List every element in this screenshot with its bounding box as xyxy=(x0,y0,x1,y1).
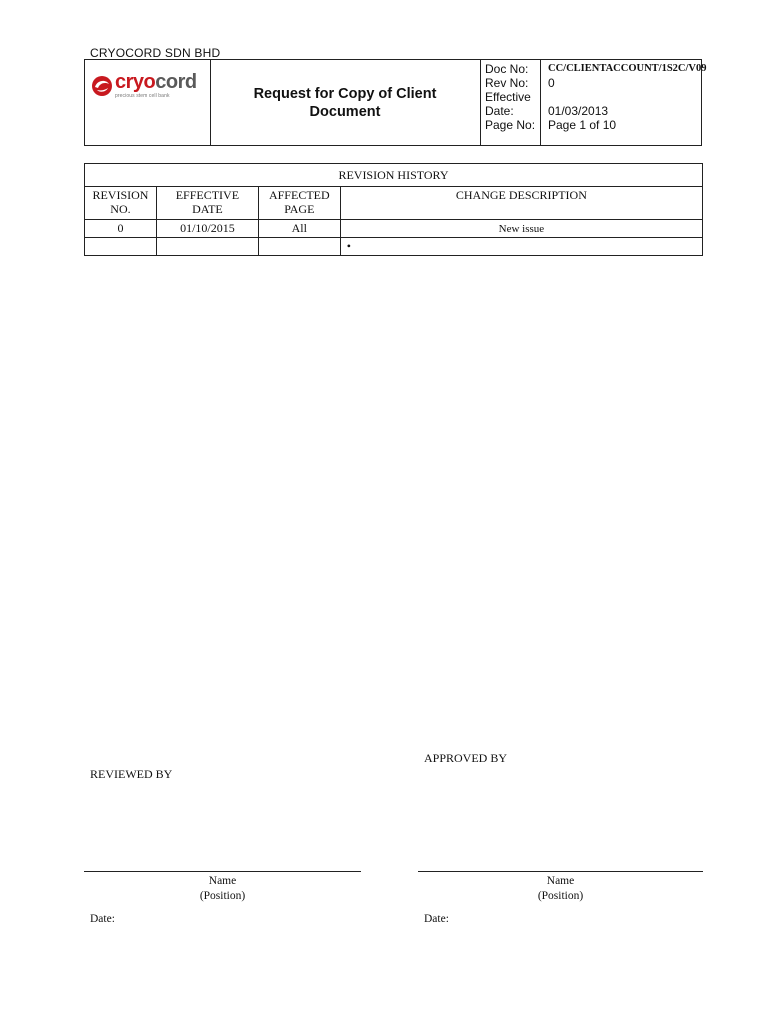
col-revision-l1: REVISION xyxy=(92,188,149,202)
revision-history-header-row xyxy=(85,187,703,220)
approver-date-label: Date: xyxy=(424,913,449,925)
col-revision-no xyxy=(85,187,157,220)
cell-empty xyxy=(258,238,340,256)
cell-change: New issue xyxy=(340,220,702,238)
date-label: Date: xyxy=(485,104,514,118)
title-line-2: Document xyxy=(309,103,381,120)
reviewer-name: Name xyxy=(208,875,237,887)
approver-signature-block xyxy=(418,874,703,904)
effective-date-value: 01/03/2013 xyxy=(548,104,609,118)
cell-effective-date: 01/10/2015 xyxy=(156,220,258,238)
page-no-value: Page 1 of 10 xyxy=(548,118,617,132)
approver-name: Name xyxy=(546,875,575,887)
reviewer-signature-line xyxy=(84,871,361,872)
table-row xyxy=(85,220,703,238)
header-labels xyxy=(485,62,539,132)
col-affected-l1: AFFECTED xyxy=(268,188,330,202)
revision-history-title: REVISION HISTORY xyxy=(85,164,703,187)
rev-no-value: 0 xyxy=(548,76,555,90)
col-revision-l2: NO. xyxy=(110,202,131,216)
bullet-item: • xyxy=(340,238,702,256)
table-row-empty xyxy=(85,238,703,256)
company-logo xyxy=(91,72,197,99)
logo-cell xyxy=(85,60,211,145)
cell-empty xyxy=(85,238,157,256)
header-divider xyxy=(540,60,541,145)
revision-history-table xyxy=(84,163,703,256)
logo-wordmark xyxy=(115,72,197,92)
reviewer-position: (Position) xyxy=(199,890,246,902)
approver-signature-line xyxy=(418,871,703,872)
cell-revision: 0 xyxy=(85,220,157,238)
approver-position: (Position) xyxy=(537,890,584,902)
header-values xyxy=(548,62,707,132)
col-affected-l2: PAGE xyxy=(284,202,315,216)
logo-tagline: precious stem cell bank xyxy=(115,93,170,99)
logo-text xyxy=(115,72,197,99)
document-header xyxy=(84,59,707,146)
cell-empty xyxy=(156,238,258,256)
revision-history-title-row xyxy=(85,164,703,187)
reviewer-date-label: Date: xyxy=(90,913,115,925)
page-no-label: Page No: xyxy=(485,118,536,132)
rev-no-label: Rev No: xyxy=(485,76,529,90)
col-affected-page xyxy=(258,187,340,220)
cell-affected-page: All xyxy=(258,220,340,238)
col-effective-l2: DATE xyxy=(192,202,223,216)
title-line-1: Request for Copy of Client xyxy=(253,85,437,102)
col-effective-l1: EFFECTIVE xyxy=(175,188,240,202)
reviewer-signature-block xyxy=(84,874,361,904)
reviewed-by-label: REVIEWED BY xyxy=(90,767,173,781)
doc-no-label: Doc No: xyxy=(485,62,529,76)
effective-spacer xyxy=(548,90,698,104)
cryocord-swirl-icon xyxy=(91,75,113,97)
document-title xyxy=(210,60,481,145)
effective-label: Effective xyxy=(485,90,531,104)
logo-word-prefix: cryo xyxy=(115,71,156,93)
company-name: CRYOCORD SDN BHD xyxy=(90,46,221,60)
doc-no-value: CC/CLIENTACCOUNT/1S2C/V09 xyxy=(548,63,707,74)
logo-word-suffix: cord xyxy=(155,71,197,93)
approved-by-label: APPROVED BY xyxy=(424,751,508,765)
col-effective-date xyxy=(156,187,258,220)
col-change-description: CHANGE DESCRIPTION xyxy=(340,187,702,220)
